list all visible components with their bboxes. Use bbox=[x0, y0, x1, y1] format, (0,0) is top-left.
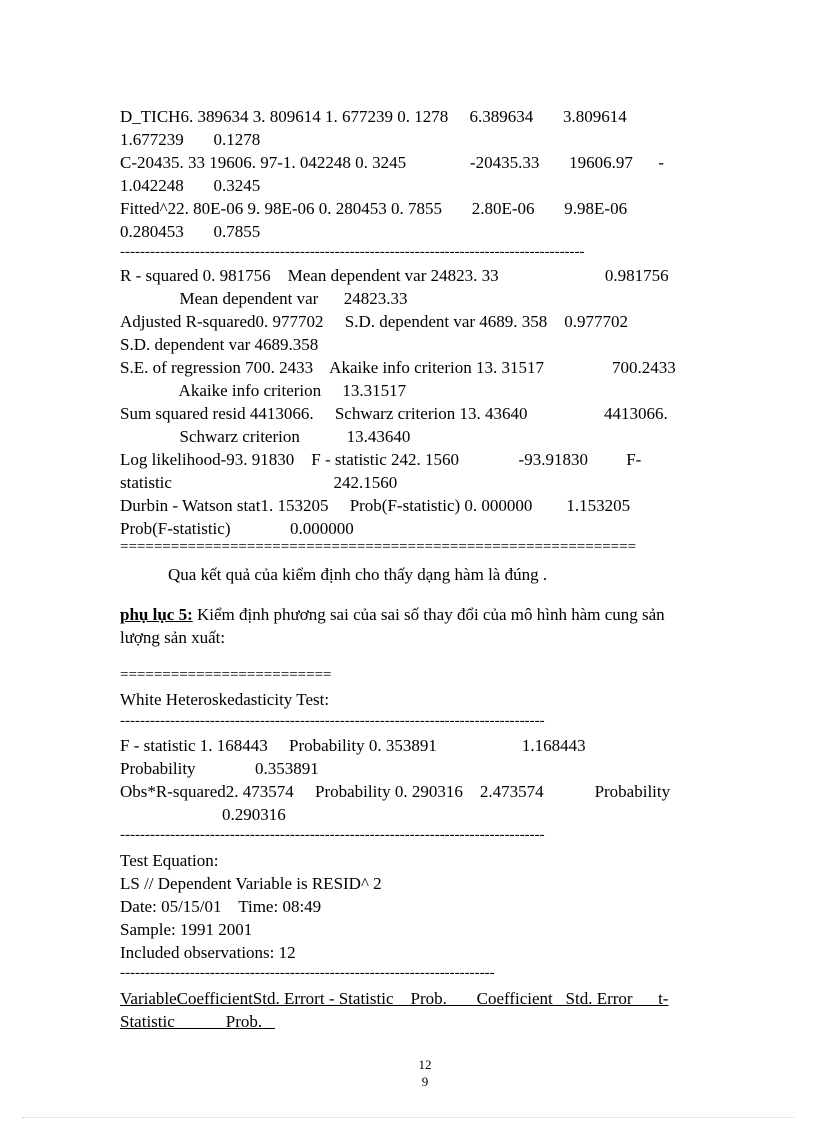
stats-line-2: Mean dependent var 24823.33 bbox=[120, 289, 408, 308]
dash-separator-long: --------------------------------------------------------------------------------------------- bbox=[120, 245, 585, 260]
equation-line-5: Included observations: 12 bbox=[120, 943, 296, 962]
stats-line-7: Sum squared resid 4413066. Schwarz criterion 13. 43640 4413066. bbox=[120, 404, 668, 423]
stats-line-9: Log likelihood-93. 91830 F - statistic 242. 1560 -93.91830 F- bbox=[120, 450, 642, 469]
stats-line-10: statistic 242.1560 bbox=[120, 473, 398, 492]
stats-line-1: R - squared 0. 981756 Mean dependent var 24823. 33 0.981756 bbox=[120, 266, 669, 285]
white-test-title: White Heteroskedasticity Test: bbox=[120, 690, 330, 709]
regression-line-3: C-20435. 33 19606. 97-1. 042248 0. 3245 -20435.33 19606.97 - bbox=[120, 153, 664, 172]
conclusion-text: Qua kết quả của kiểm định cho thấy dạng hàm là đúng . bbox=[168, 565, 548, 584]
equation-line-2: LS // Dependent Variable is RESID^ 2 bbox=[120, 874, 382, 893]
table-header-line-2: Statistic Prob. bbox=[120, 1012, 275, 1031]
regression-line-2: 1.677239 0.1278 bbox=[120, 130, 261, 149]
white-test-line-2: Probability 0.353891 bbox=[120, 759, 319, 778]
white-test-line-3: Obs*R-squared2. 473574 Probability 0. 290316 2.473574 Probability bbox=[120, 782, 671, 801]
appendix-title: Kiểm định phương sai của sai số thay đổi của mô hình hàm cung sản bbox=[192, 605, 665, 624]
dash-separator-medium-1: ------------------------------------------------------------------------------------- bbox=[120, 714, 545, 729]
appendix-label: phụ lục 5: bbox=[120, 605, 193, 624]
equation-line-3: Date: 05/15/01 Time: 08:49 bbox=[120, 897, 322, 916]
regression-line-4: 1.042248 0.3245 bbox=[120, 176, 261, 195]
appendix-title-line2: lượng sản xuất: bbox=[120, 628, 226, 647]
dash-separator-medium-2: ------------------------------------------------------------------------------------- bbox=[120, 828, 545, 843]
equals-separator-long: ============================================================= bbox=[120, 540, 637, 555]
equals-separator-short: ========================= bbox=[120, 668, 332, 683]
regression-line-1: D_TICH6. 389634 3. 809614 1. 677239 0. 1278 6.389634 3.809614 bbox=[120, 107, 627, 126]
stats-line-11: Durbin - Watson stat1. 153205 Prob(F-statistic) 0. 000000 1.153205 bbox=[120, 496, 631, 515]
white-test-line-4: 0.290316 bbox=[120, 805, 286, 824]
equation-line-1: Test Equation: bbox=[120, 851, 219, 870]
dash-separator-short: --------------------------------------------------------------------------- bbox=[120, 966, 495, 981]
white-test-line-1: F - statistic 1. 168443 Probability 0. 353891 1.168443 bbox=[120, 736, 586, 755]
table-header-line-1: VariableCoefficientStd. Errort - Statistic Prob. Coefficient Std. Error t- bbox=[120, 989, 669, 1008]
footer-rule bbox=[22, 1117, 794, 1118]
stats-line-4: S.D. dependent var 4689.358 bbox=[120, 335, 319, 354]
stats-line-3: Adjusted R-squared0. 977702 S.D. dependent var 4689. 358 0.977702 bbox=[120, 312, 629, 331]
regression-line-6: 0.280453 0.7855 bbox=[120, 222, 261, 241]
page-sub-number: 9 bbox=[421, 1074, 429, 1089]
stats-line-8: Schwarz criterion 13.43640 bbox=[120, 427, 411, 446]
equation-line-4: Sample: 1991 2001 bbox=[120, 920, 253, 939]
stats-line-5: S.E. of regression 700. 2433 Akaike info criterion 13. 31517 700.2433 bbox=[120, 358, 676, 377]
appendix-heading bbox=[120, 603, 665, 626]
stats-line-6: Akaike info criterion 13.31517 bbox=[120, 381, 407, 400]
regression-line-5: Fitted^22. 80E-06 9. 98E-06 0. 280453 0. 7855 2.80E-06 9.98E-06 bbox=[120, 199, 628, 218]
page-number: 12 bbox=[418, 1057, 432, 1072]
stats-line-12: Prob(F-statistic) 0.000000 bbox=[120, 519, 354, 538]
